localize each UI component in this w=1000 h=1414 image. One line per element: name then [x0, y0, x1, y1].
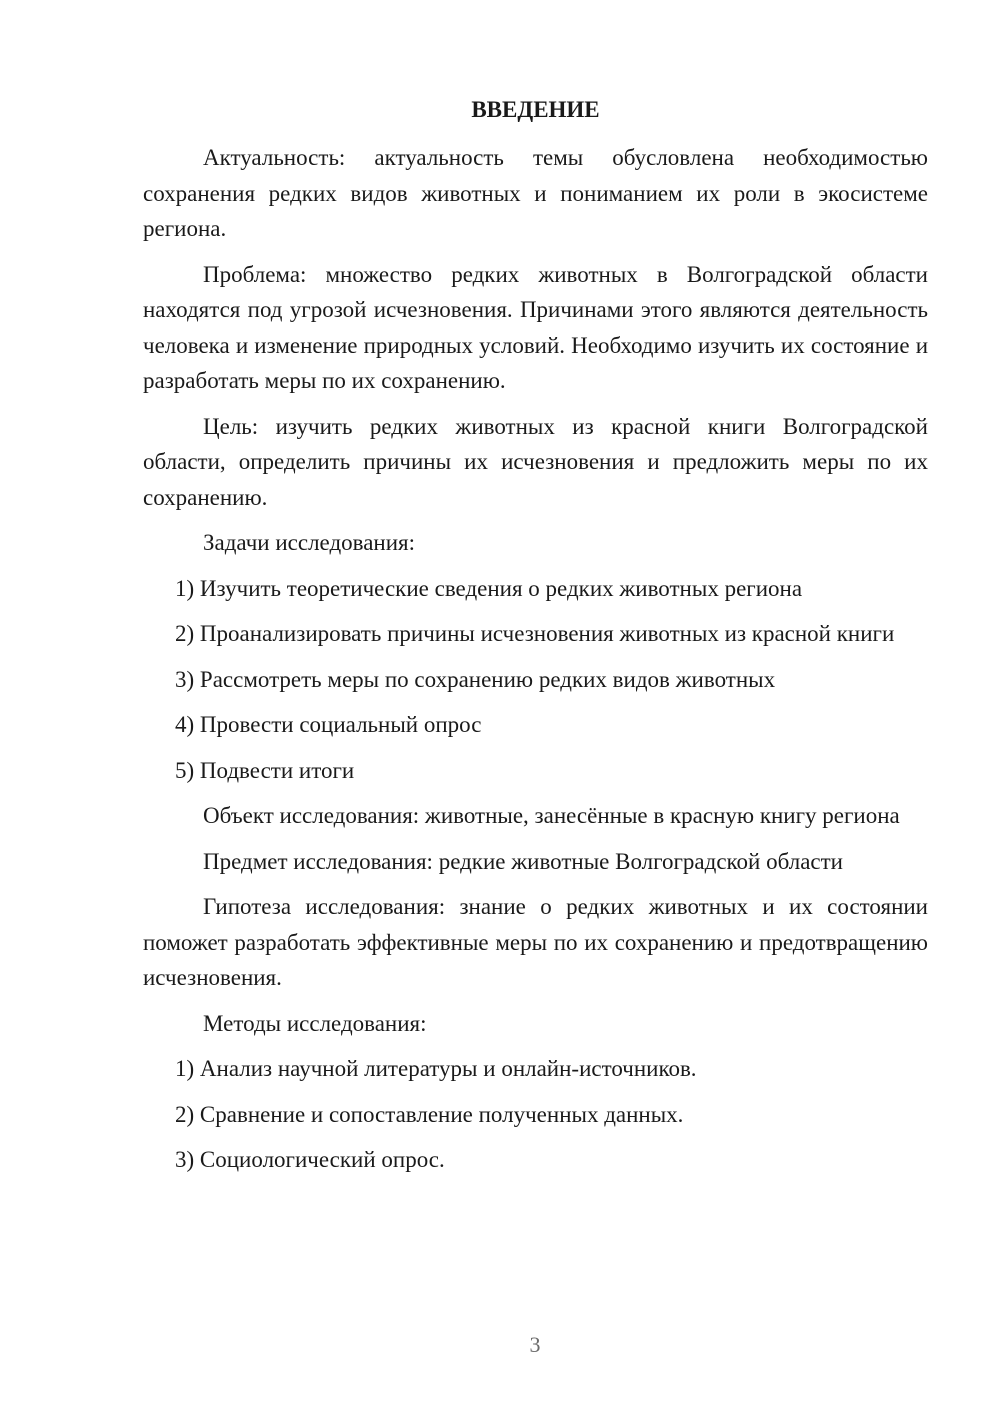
task-item: 3) Рассмотреть меры по сохранению редких видов животных [175, 666, 776, 692]
subject-paragraph: Предмет исследования: редкие животные Волгоградской области [203, 848, 843, 874]
document-page [143, 95, 928, 1188]
problem-paragraph: Проблема: множество редких животных в Волгоградской области находятся под угрозой исчезновения. Причинами этого являются деятельность человека и изменение природных условий. Необходимо изучить их состояние и разработать меры по их сохранению. [143, 261, 928, 393]
goal-paragraph: Цель: изучить редких животных из красной книги Волгоградской области, определить причины их исчезновения и предложить меры по их сохранению. [143, 413, 928, 510]
hypothesis-paragraph: Гипотеза исследования: знание о редких животных и их состоянии поможет разработать эффективные меры по их сохранению и предотвращению исчезновения. [143, 894, 928, 990]
task-item: 1) Изучить теоретические сведения о редких животных региона [175, 575, 803, 601]
task-item: 4) Провести социальный опрос [175, 712, 482, 737]
method-item: 1) Анализ научной литературы и онлайн-источников. [175, 1056, 697, 1081]
task-item: 5) Подвести итоги [175, 757, 355, 783]
methods-heading: Методы исследования: [203, 1010, 427, 1036]
tasks-heading: Задачи исследования: [203, 530, 416, 555]
page-number: 3 [529, 1332, 541, 1357]
section-title: ВВЕДЕНИЕ [471, 97, 600, 122]
object-paragraph: Объект исследования: животные, занесённые в красную книгу региона [203, 803, 900, 828]
method-item: 2) Сравнение и сопоставление полученных данных. [175, 1101, 684, 1127]
task-item: 2) Проанализировать причины исчезновения животных из красной книги [175, 621, 895, 646]
method-item: 3) Социологический опрос. [175, 1147, 445, 1172]
relevance-paragraph: Актуальность: актуальность темы обусловлена необходимостью сохранения редких видов животных и пониманием их роли в экосистеме региона. [143, 145, 928, 241]
